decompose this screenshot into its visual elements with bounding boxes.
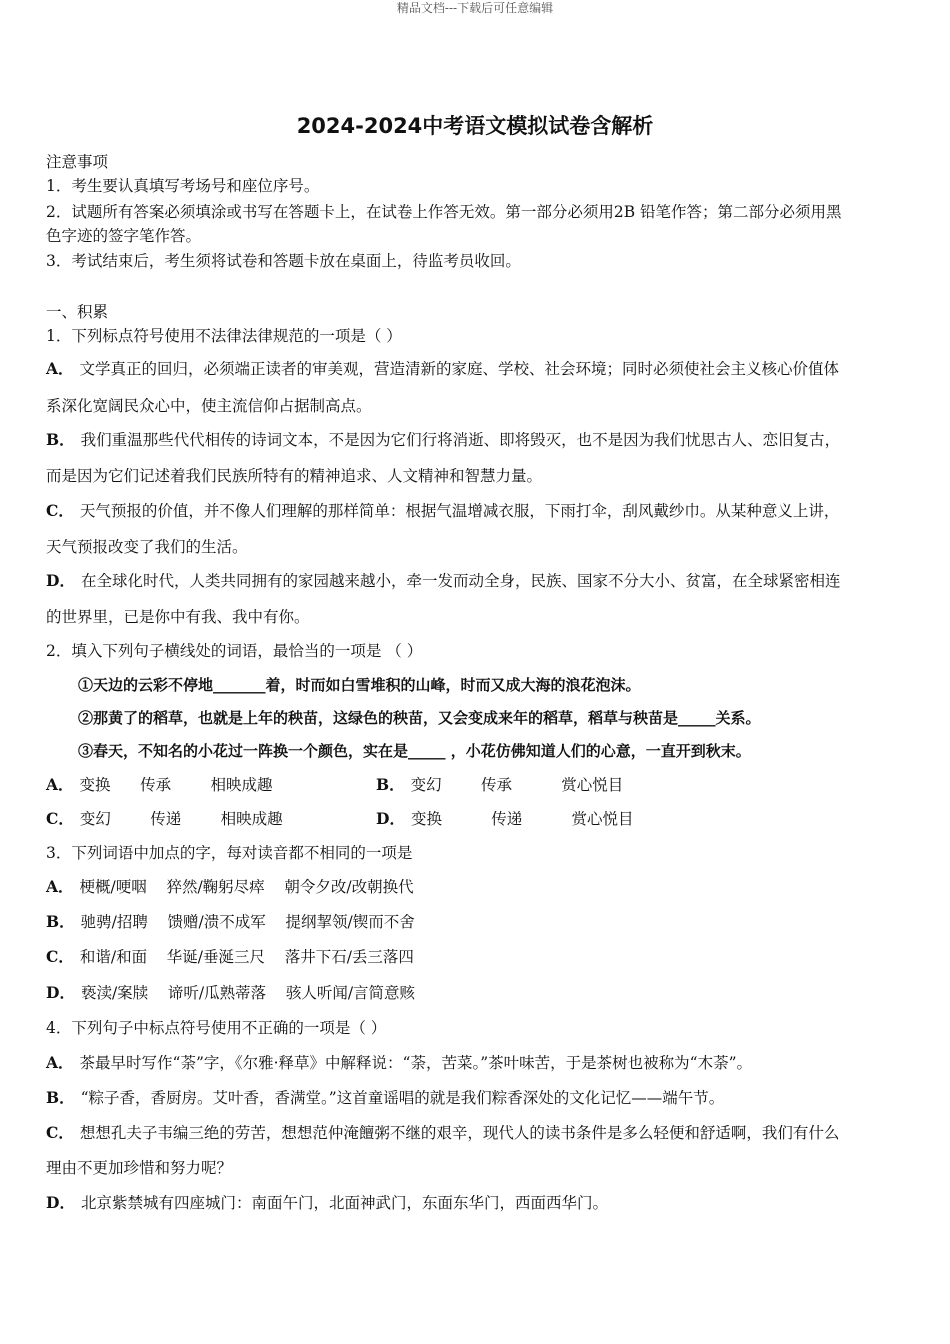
option-label: D． bbox=[376, 809, 405, 828]
q1-option-c-cont: 天气预报改变了我们的生活。 bbox=[46, 538, 248, 556]
question-1-stem: 1．下列标点符号使用不法律法律规范的一项是（ ） bbox=[46, 327, 402, 345]
option-text: 变换 传递 赏心悦目 bbox=[410, 810, 634, 828]
q4-option-a bbox=[46, 1052, 752, 1074]
q4-option-c-cont: 理由不更加珍惜和努力呢？ bbox=[46, 1159, 233, 1177]
q2-sentence-2: ②那黄了的稻草，也就是上年的秧苗，这绿色的秧苗，又会变成来年的稻草，稻草与秧苗是_____关系。 bbox=[78, 709, 761, 727]
option-label: D． bbox=[46, 1193, 75, 1212]
option-text: 天气预报的价值，并不像人们理解的那样简单：根据气温增减衣服，下雨打伞，刮风戴纱巾。从某种意义上讲， bbox=[79, 502, 840, 520]
notice-item: 2．试题所有答案必须填涂或书写在答题卡上，在试卷上作答无效。第一部分必须用2B 铅笔作答；第二部分必须用黑 bbox=[46, 203, 842, 221]
q2-option-b bbox=[376, 774, 623, 796]
option-text: 梗概/哽咽 猝然/鞠躬尽瘁 朝令夕改/改朝换代 bbox=[79, 878, 414, 896]
notice-heading: 注意事项 bbox=[46, 153, 109, 171]
q4-option-b bbox=[46, 1087, 724, 1109]
q2-sentence-1: ①天边的云彩不停地_______着，时而如白雪堆积的山峰，时而又成大海的浪花泡沫。 bbox=[78, 676, 641, 694]
option-label: A． bbox=[46, 1053, 74, 1072]
question-2-stem: 2．填入下列句子横线处的词语，最恰当的一项是 （ ） bbox=[46, 642, 423, 660]
q3-option-c bbox=[46, 946, 414, 968]
section-heading: 一、积累 bbox=[46, 303, 109, 321]
option-label: C． bbox=[46, 1123, 74, 1142]
q1-option-a bbox=[46, 358, 839, 380]
q1-option-c bbox=[46, 500, 839, 522]
q1-option-d bbox=[46, 570, 840, 592]
option-label: B． bbox=[46, 912, 75, 931]
option-text: 和谐/和面 华诞/垂涎三尺 落井下石/丢三落四 bbox=[79, 948, 414, 966]
option-label: A． bbox=[46, 359, 74, 378]
option-text: 驰骋/招聘 馈赠/溃不成军 提纲挈领/锲而不舍 bbox=[80, 913, 415, 931]
option-text: 文学真正的回归，必须端正读者的审美观，营造清新的家庭、学校、社会环境；同时必须使社会主义核心价值体 bbox=[79, 360, 840, 378]
q2-option-c bbox=[46, 808, 283, 830]
q2-option-a bbox=[46, 774, 273, 796]
option-label: A． bbox=[46, 775, 74, 794]
option-text: 变幻 传递 相映成趣 bbox=[79, 810, 283, 828]
option-text: 在全球化时代，人类共同拥有的家园越来越小，牵一发而动全身，民族、国家不分大小、贫富，在全球紧密相连 bbox=[80, 572, 841, 590]
q3-option-b bbox=[46, 911, 415, 933]
q1-option-b-cont: 而是因为它们记述着我们民族所特有的精神追求、人文精神和智慧力量。 bbox=[46, 467, 543, 485]
q1-option-d-cont: 的世界里，已是你中有我、我中有你。 bbox=[46, 608, 310, 626]
option-text: 变换 传承 相映成趣 bbox=[79, 776, 273, 794]
option-text: 我们重温那些代代相传的诗词文本，不是因为它们行将消逝、即将毁灭，也不是因为我们忧思古人、恋旧复古， bbox=[80, 431, 841, 449]
option-label: B． bbox=[46, 1088, 75, 1107]
q1-option-b bbox=[46, 429, 840, 451]
option-label: D． bbox=[46, 571, 75, 590]
page-title: 2024-2024中考语文模拟试卷含解析 bbox=[296, 114, 654, 138]
q2-option-d bbox=[376, 808, 634, 830]
option-text: 茶最早时写作“荼”字，《尔雅·释草》中解释说：“荼，苦菜。”茶叶味苦，于是茶树也被称为“木荼”。 bbox=[79, 1054, 753, 1072]
question-3-stem: 3．下列词语中加点的字，每对读音都不相同的一项是 bbox=[46, 844, 413, 862]
q4-option-c bbox=[46, 1122, 839, 1144]
option-label: B． bbox=[46, 430, 75, 449]
option-label: C． bbox=[46, 809, 74, 828]
q1-option-a-cont: 系深化宽阔民众心中，使主流信仰占据制高点。 bbox=[46, 397, 372, 415]
option-text: 亵渎/案牍 谛听/瓜熟蒂落 骇人听闻/言简意赅 bbox=[80, 984, 416, 1002]
option-text: 变幻 传承 赏心悦目 bbox=[410, 776, 624, 794]
q3-option-d bbox=[46, 982, 415, 1004]
option-label: B． bbox=[376, 775, 405, 794]
header-note: 精品文档---下载后可任意编辑 bbox=[396, 1, 554, 15]
option-label: C． bbox=[46, 501, 74, 520]
q3-option-a bbox=[46, 876, 414, 898]
notice-item: 1．考生要认真填写考场号和座位序号。 bbox=[46, 177, 320, 195]
option-text: 想想孔夫子韦编三绝的劳苦，想想范仲淹饘粥不继的艰辛，现代人的读书条件是多么轻便和舒适啊，我们有什么 bbox=[79, 1124, 840, 1142]
option-label: D． bbox=[46, 983, 75, 1002]
option-text: 北京紫禁城有四座城门：南面午门，北面神武门，东面东华门，西面西华门。 bbox=[80, 1194, 608, 1212]
q2-sentence-3: ③春天，不知名的小花过一阵换一个颜色，实在是_____ ，小花仿佛知道人们的心意，一直开到秋末。 bbox=[78, 742, 751, 760]
option-label: A． bbox=[46, 877, 74, 896]
q4-option-d bbox=[46, 1192, 608, 1214]
option-label: C． bbox=[46, 947, 74, 966]
notice-item: 色字迹的签字笔作答。 bbox=[46, 227, 202, 245]
notice-item: 3．考试结束后，考生须将试卷和答题卡放在桌面上，待监考员收回。 bbox=[46, 252, 521, 270]
question-4-stem: 4．下列句子中标点符号使用不正确的一项是（ ） bbox=[46, 1019, 387, 1037]
option-text: “粽子香，香厨房。艾叶香，香满堂。”这首童谣唱的就是我们粽香深处的文化记忆——端午节。 bbox=[80, 1089, 725, 1107]
